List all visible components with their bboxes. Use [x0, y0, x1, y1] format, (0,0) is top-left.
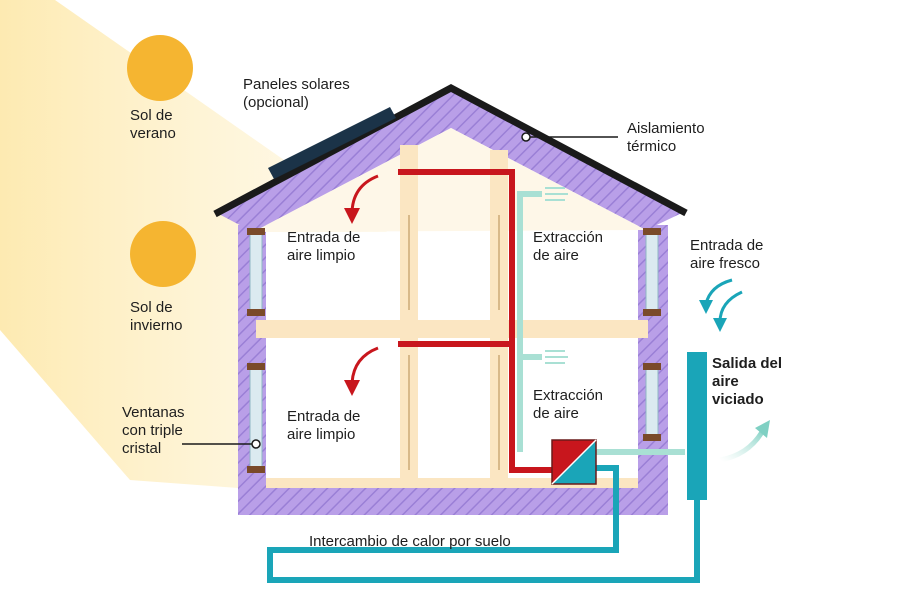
clean-air-lower-label: Entrada de aire limpio [287, 408, 361, 443]
fresh-air-arrow-icons [699, 280, 742, 332]
winter-sun-label: Sol de invierno [130, 299, 183, 334]
insulation-label: Aislamiento térmico [627, 120, 705, 155]
windows-label: Ventanas con triple cristal [122, 404, 185, 457]
winter-sun-icon [130, 221, 196, 287]
fresh-air-intake-label: Entrada de aire fresco [690, 237, 764, 272]
summer-sun-icon [127, 35, 193, 101]
stale-air-exit-label: Salida del aire viciado [712, 355, 783, 408]
ground-heat-exchange-label: Intercambio de calor por suelo [309, 533, 511, 550]
heat-recovery-unit [552, 440, 596, 484]
summer-sun-label: Sol de verano [130, 107, 176, 142]
extraction-upper-label: Extracción de aire [533, 229, 604, 264]
exhaust-arrow-icon [720, 420, 770, 460]
clean-air-upper-label: Entrada de aire limpio [287, 229, 361, 264]
solar-panels-label: Paneles solares (opcional) [243, 76, 350, 111]
extraction-lower-label: Extracción de aire [533, 387, 604, 422]
